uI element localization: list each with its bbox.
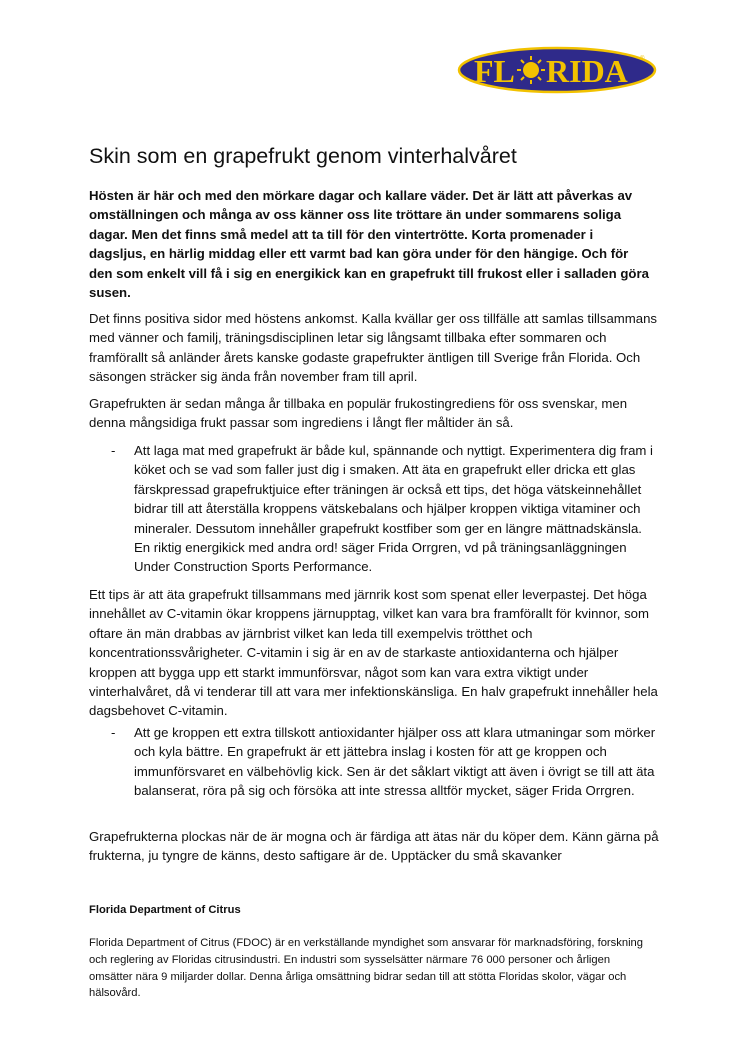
article-lead: Hösten är här och med den mörkare dagar och kallare väder. Det är lätt att påverkas av omställningen och många av oss känner oss lite tröttare än under sommarens soliga dagar. Men det finns små medel att ta till för den vintertrötte. Korta promenader i dagsljus, en härlig middag eller ett varmt bad kan göra under för den hängige. Och för den som enkelt vill få i sig en energikick kan en grapefrukt till frukost eller i salladen göra susen. [89, 188, 649, 301]
paragraph-4: Grapefrukterna plockas när de är mogna och är färdiga att ätas när du köper dem. Känn gärna på frukterna, ju tyngre de känns, desto saftigare är de. Upptäcker du små skavanker [89, 829, 659, 864]
footer-text: Florida Department of Citrus (FDOC) är en verkställande myndighet som ansvarar för marknadsföring, forskning och reglering av Floridas citrusindustri. En industri som sysselsätter närmare 76 000 personer och årligen omsätter nära 9 miljarder dollar. Denna årliga omsättning bidrar sedan till att stötta Floridas skolor, vägar och hälsovård. [89, 937, 643, 1000]
svg-text:FL: FL [474, 53, 515, 89]
svg-text:®: ® [640, 56, 645, 62]
paragraph-2: Grapefrukten är sedan många år tillbaka en populär frukostingrediens för oss svenskar, men denna mångsidiga frukt passar som ingrediens i långt fler måltider än så. [89, 396, 628, 431]
svg-text:RIDA: RIDA [546, 53, 628, 89]
bullet-text-2: Att ge kroppen ett extra tillskott antioxidanter hjälper oss att klara utmaningar som mörker och kyla bättre. En grapefrukt är ett jättebra inslag i kosten för att ge kroppen och immunförsvaret en välbehövlig kick. Sen är det såklart viktigt att även i övrigt se till att äta balanserat, röra på sig och försöka att inte stressa alltför mycket, säger Frida Orrgren. [134, 725, 656, 799]
footer-heading: Florida Department of Citrus [89, 904, 241, 916]
florida-logo [457, 46, 657, 94]
bullet-text-1: Att laga mat med grapefrukt är både kul, spännande och nyttigt. Experimentera dig fram i köket och se vad som faller just dig i smaken. Att äta en grapefrukt eller dricka ett glas färskpressad grapefruktjuice efter träningen är också ett tips, det höga vätskeinnehållet bidrar till att återställa kroppens vätskebalans och hjälper kroppen viktiga vitaminer och mineraler. Dessutom innehåller grapefrukt kostfiber som ger en längre mättnadskänsla. En riktig energikick med andra ord! säger Frida Orrgren, vd på träningsanläggningen Under Construction Sports Performance. [134, 443, 653, 575]
paragraph-1: Det finns positiva sidor med höstens ankomst. Kalla kvällar ger oss tillfälle att samlas tillsammans med vänner och familj, träningsdisciplinen letar sig långsamt tillbaka efter sommaren och framförallt så anländer årets kanske godaste grapefrukter äntligen till Sverige från Florida. Och säsongen sträcker sig ända från november fram till april. [89, 311, 658, 385]
bullet-marker: - [111, 725, 116, 740]
paragraph-3: Ett tips är att äta grapefrukt tillsammans med järnrik kost som spenat eller leverpastej. Det höga innehållet av C-vitamin ökar kroppens järnupptag, vilket kan vara bra framförallt för kvinnor, som oftare än män drabbas av järnbrist vilket kan leda till exempelvis trötthet och koncentrationssvårigheter. C-vitamin i sig är en av de starkaste antioxidanterna och hjälper kroppen att bygga upp ett starkt immunförsvar, något som kan vara extra viktigt under vinterhalvåret, då vi tenderar till att vara mer infektionskänsliga. En halv grapefrukt innehåller hela dagsbehovet C-vitamin. [89, 587, 658, 719]
article-title: Skin som en grapefrukt genom vinterhalvåret [89, 144, 517, 168]
bullet-marker: - [111, 443, 116, 458]
